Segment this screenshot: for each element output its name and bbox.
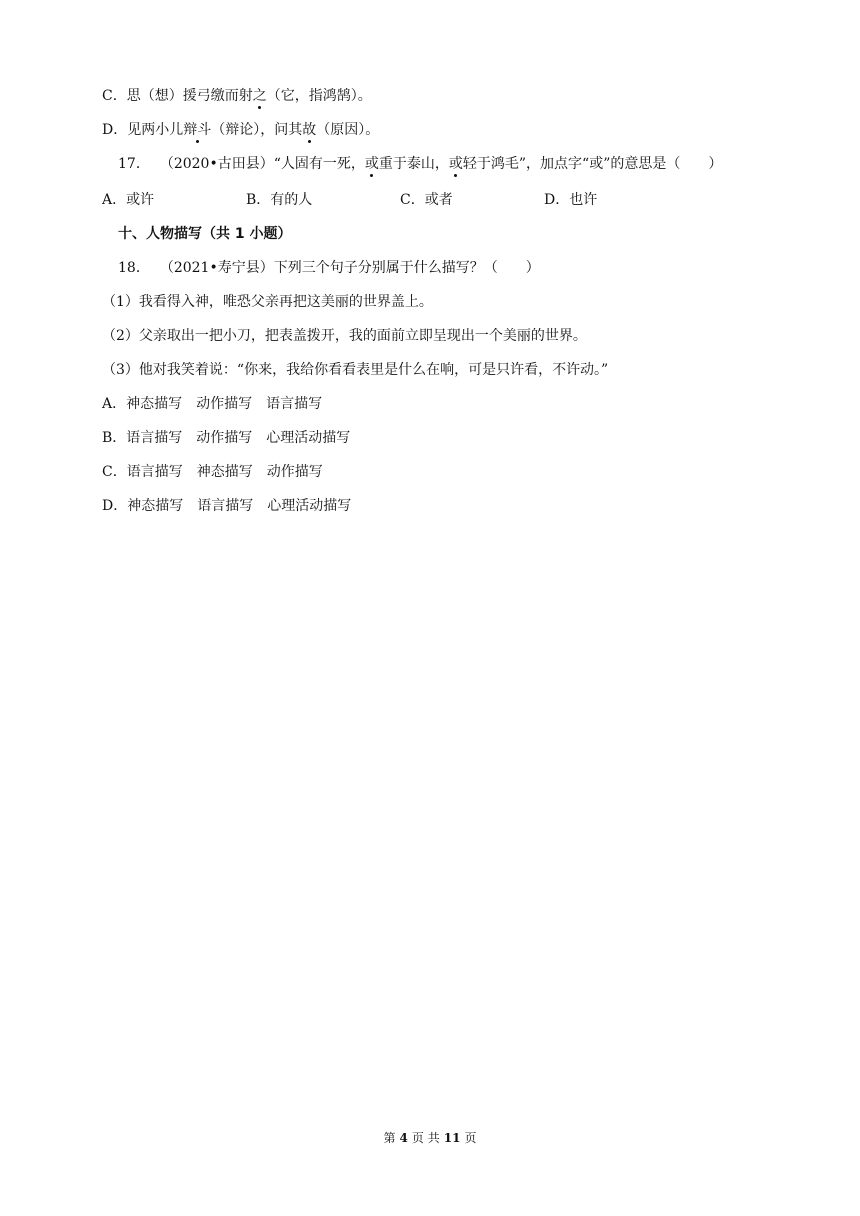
prev-option-d (102, 120, 379, 140)
prev-option-c (102, 86, 372, 106)
q17-option-d: D．也许 (544, 192, 598, 208)
option-d-text: D．见两小儿 (102, 122, 184, 138)
footer-suffix: 页 (464, 1131, 477, 1145)
q18-option-c: C．语言描写 神态描写 动作描写 (102, 464, 323, 480)
q18-sentence-1: （1）我看得入神，唯恐父亲再把这美丽的世界盖上。 (102, 294, 433, 310)
dotted-char: 或 (448, 156, 463, 172)
option-d-note: （原因）。 (316, 122, 380, 138)
q18-sentence-3: （3）他对我笑着说：“你来，我给你看看表里是什么在响，可是只许看，不许动。” (102, 362, 609, 378)
q17-option-c: C．或者 (400, 192, 453, 208)
option-d-mid: （辩论），问其 (211, 122, 303, 138)
question-text: 下列三个句子分别属于什么描写？（ ） (273, 260, 540, 276)
option-c-note: （它，指鸿鹄）。 (266, 88, 372, 104)
dotted-char: 或 (364, 156, 379, 172)
question-17 (118, 154, 722, 174)
section-heading: 十、人物描写（共 1 小题） (118, 226, 292, 242)
question-source: （2021•寿宁县） (159, 260, 274, 276)
option-c-text: C．思（想）援弓缴而射 (102, 88, 253, 104)
dotted-char: 故 (302, 122, 317, 138)
q18-sentence-2: （2）父亲取出一把小刀，把表盖拨开，我的面前立即呈现出一个美丽的世界。 (102, 328, 587, 344)
dotted-word: 辩斗 (183, 122, 212, 138)
question-text: 重于泰山， (378, 156, 449, 172)
question-source: （2020•古田县） (159, 156, 274, 172)
q18-option-b: B．语言描写 动作描写 心理活动描写 (102, 430, 351, 446)
question-number: 17． (118, 156, 150, 172)
question-text: “人固有一死， (273, 156, 365, 172)
q18-option-d: D．神态描写 语言描写 心理活动描写 (102, 498, 352, 514)
q18-option-a: A．神态描写 动作描写 语言描写 (102, 396, 323, 412)
question-number: 18． (118, 260, 150, 276)
q17-option-b: B．有的人 (246, 192, 313, 208)
question-18 (118, 258, 540, 278)
footer-prefix: 第 (383, 1131, 396, 1145)
dotted-char: 之 (252, 88, 267, 104)
page-footer (0, 1130, 860, 1146)
question-text: 轻于鸿毛”，加点字“或”的意思是（ ） (462, 156, 723, 172)
total-pages: 11 (443, 1131, 461, 1145)
page-number: 4 (399, 1131, 408, 1145)
footer-middle: 页 共 (411, 1131, 440, 1145)
q17-option-a: A．或许 (102, 192, 155, 208)
